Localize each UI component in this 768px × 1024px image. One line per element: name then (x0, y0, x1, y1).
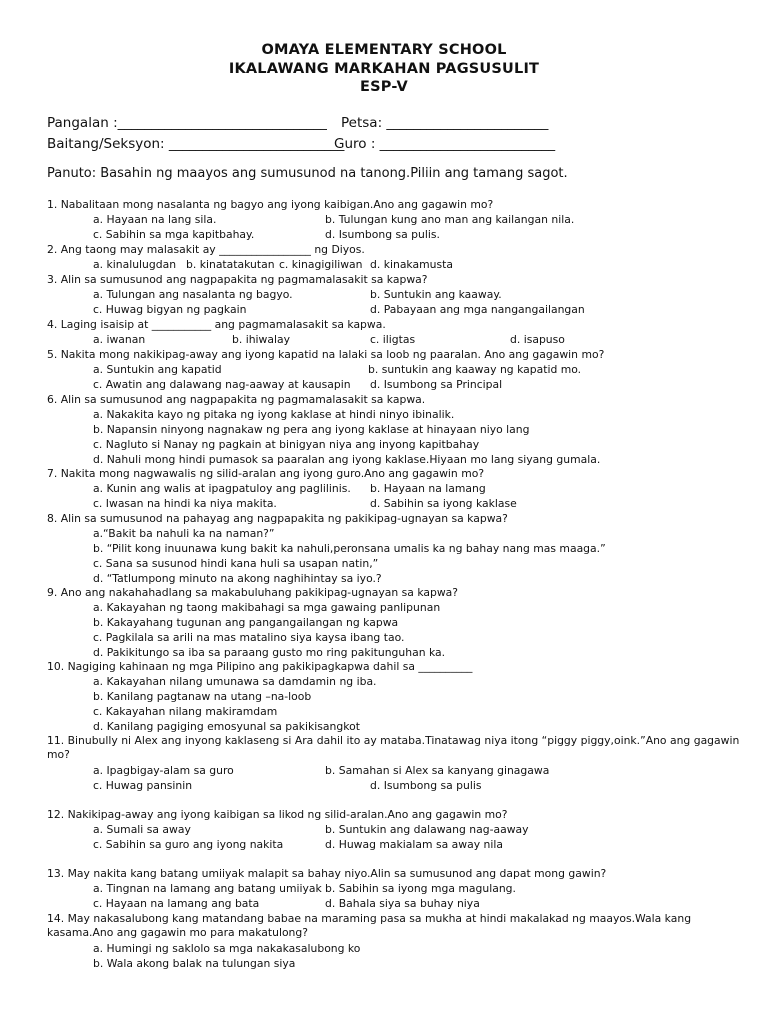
q9-choice-d[interactable]: d. Pakikitungo sa iba sa paraang gusto mo ring pakitunguhan ka. (93, 646, 446, 659)
pangalan-field[interactable]: Pangalan :_______________________________ (47, 115, 327, 131)
question-9: 9. Ano ang nakahahadlang sa makabuluhang pakikipag-ugnayan sa kapwa? (47, 586, 459, 599)
q12-choice-c[interactable]: c. Sabihin sa guro ang iyong nakita (93, 838, 284, 851)
q3-choice-c[interactable]: c. Huwag bigyan ng pagkain (93, 303, 247, 316)
guro-field[interactable]: Guro : __________________________ (334, 136, 556, 152)
q8-choice-b[interactable]: b. “Pilit kong inuunawa kung bakit ka nahuli,peronsana umalis ka ng bahay nang mas maaga.” (93, 542, 606, 555)
question-11: 11. Binubully ni Alex ang inyong kaklaseng si Ara dahil ito ay mataba.Tinatawag niya itong “piggy piggy,oink.”Ano ang gagawin mo? (47, 734, 740, 761)
question-13: 13. May nakita kang batang umiiyak malapit sa bahay niyo.Alin sa sumusunod ang dapat mong gawin? (47, 867, 607, 880)
instructions: Panuto: Basahin ng maayos ang sumusunod na tanong.Piliin ang tamang sagot. (47, 166, 568, 181)
petsa-field[interactable]: Petsa: ________________________ (341, 115, 549, 131)
question-12: 12. Nakikipag-away ang iyong kaibigan sa likod ng silid-aralan.Ano ang gagawin mo? (47, 808, 508, 821)
q10-choice-a[interactable]: a. Kakayahan nilang umunawa sa damdamin ng iba. (93, 675, 377, 688)
q8-choice-d[interactable]: d. “Tatlumpong minuto na akong naghihintay sa iyo.? (93, 572, 382, 585)
q2-choice-c[interactable]: c. kinagigiliwan (279, 258, 363, 271)
q7-choice-a[interactable]: a. Kunin ang walis at ipagpatuloy ang paglilinis. (93, 482, 351, 495)
q3-choice-d[interactable]: d. Pabayaan ang mga nangangailangan (370, 303, 585, 316)
q8-choice-a[interactable]: a.“Bakit ba nahuli ka na naman?” (93, 527, 275, 540)
question-1: 1. Nabalitaan mong nasalanta ng bagyo ang iyong kaibigan.Ano ang gagawin mo? (47, 198, 494, 211)
q12-choice-a[interactable]: a. Sumali sa away (93, 823, 191, 836)
q9-choice-c[interactable]: c. Pagkilala sa arili na mas matalino siya kaysa ibang tao. (93, 631, 405, 644)
q12-choice-b[interactable]: b. Suntukin ang dalawang nag-aaway (325, 823, 529, 836)
q10-choice-d[interactable]: d. Kanilang pagiging emosyunal sa pakikisangkot (93, 720, 360, 733)
q11-choice-b[interactable]: b. Samahan si Alex sa kanyang ginagawa (325, 764, 550, 777)
q13-choice-c[interactable]: c. Hayaan na lamang ang bata (93, 897, 260, 910)
question-3: 3. Alin sa sumusunod ang nagpapakita ng pagmamalasakit sa kapwa? (47, 273, 428, 286)
q3-choice-b[interactable]: b. Suntukin ang kaaway. (370, 288, 502, 301)
q11-choice-c[interactable]: c. Huwag pansinin (93, 779, 193, 792)
q1-choice-b[interactable]: b. Tulungan kung ano man ang kailangan nila. (325, 213, 575, 226)
q2-choice-b[interactable]: b. kinatatakutan (186, 258, 275, 271)
q5-choice-b[interactable]: b. suntukin ang kaaway ng kapatid mo. (368, 363, 582, 376)
q5-choice-a[interactable]: a. Suntukin ang kapatid (93, 363, 222, 376)
q5-choice-c[interactable]: c. Awatin ang dalawang nag-aaway at kausapin (93, 378, 351, 391)
q2-choice-d[interactable]: d. kinakamusta (370, 258, 453, 271)
baitang-field[interactable]: Baitang/Seksyon: __________________________ (47, 136, 345, 152)
q1-choice-c[interactable]: c. Sabihin sa mga kapitbahay. (93, 228, 255, 241)
question-10: 10. Nagiging kahinaan ng mga Pilipino ang pakikipagkapwa dahil sa __________ (47, 660, 473, 673)
question-2: 2. Ang taong may malasakit ay _________________ ng Diyos. (47, 243, 365, 256)
q4-choice-a[interactable]: a. iwanan (93, 333, 146, 346)
q9-choice-a[interactable]: a. Kakayahan ng taong makibahagi sa mga gawaing panlipunan (93, 601, 441, 614)
question-4: 4. Laging isaisip at ___________ ang pagmamalasakit sa kapwa. (47, 318, 386, 331)
q9-choice-b[interactable]: b. Kakayahang tugunan ang pangangailangan ng kapwa (93, 616, 399, 629)
q8-choice-c[interactable]: c. Sana sa susunod hindi kana huli sa usapan natin,” (93, 557, 379, 570)
q7-choice-c[interactable]: c. Iwasan na hindi ka niya makita. (93, 497, 277, 510)
q3-choice-a[interactable]: a. Tulungan ang nasalanta ng bagyo. (93, 288, 293, 301)
subject-title: ESP-V (360, 79, 408, 95)
q13-choice-d[interactable]: d. Bahala siya sa buhay niya (325, 897, 480, 910)
q14-choice-a[interactable]: a. Humingi ng saklolo sa mga nakakasalubong ko (93, 942, 361, 955)
question-6: 6. Alin sa sumusunod ang nagpapakita ng pagmamalasakit sa kapwa. (47, 393, 426, 406)
q10-choice-b[interactable]: b. Kanilang pagtanaw na utang –na-loob (93, 690, 312, 703)
q6-choice-a[interactable]: a. Nakakita kayo ng pitaka ng iyong kaklase at hindi ninyo ibinalik. (93, 408, 455, 421)
q11-choice-a[interactable]: a. Ipagbigay-alam sa guro (93, 764, 234, 777)
q1-choice-a[interactable]: a. Hayaan na lang sila. (93, 213, 217, 226)
exam-title: IKALAWANG MARKAHAN PAGSUSULIT (228, 61, 540, 77)
q7-choice-b[interactable]: b. Hayaan na lamang (370, 482, 486, 495)
q13-choice-a[interactable]: a. Tingnan na lamang ang batang umiiyak (93, 882, 322, 895)
q4-choice-d[interactable]: d. isapuso (510, 333, 565, 346)
question-7: 7. Nakita mong nagwawalis ng silid-aralan ang iyong guro.Ano ang gagawin mo? (47, 467, 485, 480)
q10-choice-c[interactable]: c. Kakayahan nilang makiramdam (93, 705, 278, 718)
q11-choice-d[interactable]: d. Isumbong sa pulis (370, 779, 482, 792)
q7-choice-d[interactable]: d. Sabihin sa iyong kaklase (370, 497, 517, 510)
q6-choice-b[interactable]: b. Napansin ninyong nagnakaw ng pera ang iyong kaklase at hinayaan niyo lang (93, 423, 530, 436)
q5-choice-d[interactable]: d. Isumbong sa Principal (370, 378, 503, 391)
question-8: 8. Alin sa sumusunod na pahayag ang nagpapakita ng pakikipag-ugnayan sa kapwa? (47, 512, 508, 525)
question-5: 5. Nakita mong nakikipag-away ang iyong kapatid na lalaki sa loob ng paaralan. Ano ang gagawin mo? (47, 348, 605, 361)
q4-choice-b[interactable]: b. ihiwalay (232, 333, 291, 346)
q4-choice-c[interactable]: c. iligtas (370, 333, 416, 346)
q6-choice-d[interactable]: d. Nahuli mong hindi pumasok sa paaralan ang iyong kaklase.Hiyaan mo lang siyang gumala. (93, 453, 601, 466)
q1-choice-d[interactable]: d. Isumbong sa pulis. (325, 228, 440, 241)
q13-choice-b[interactable]: b. Sabihin sa iyong mga magulang. (325, 882, 516, 895)
school-name: OMAYA ELEMENTARY SCHOOL (261, 42, 507, 58)
q14-choice-b[interactable]: b. Wala akong balak na tulungan siya (93, 957, 296, 970)
q2-choice-a[interactable]: a. kinalulugdan (93, 258, 177, 271)
q12-choice-d[interactable]: d. Huwag makialam sa away nila (325, 838, 503, 851)
q6-choice-c[interactable]: c. Nagluto si Nanay ng pagkain at binigyan niya ang inyong kapitbahay (93, 438, 480, 451)
question-14: 14. May nakasalubong kang matandang babae na maraming pasa sa mukha at hindi makalakad ng maayos.Wala kang kasama.Ano ang gagawin mo para makatulong? (47, 912, 692, 939)
